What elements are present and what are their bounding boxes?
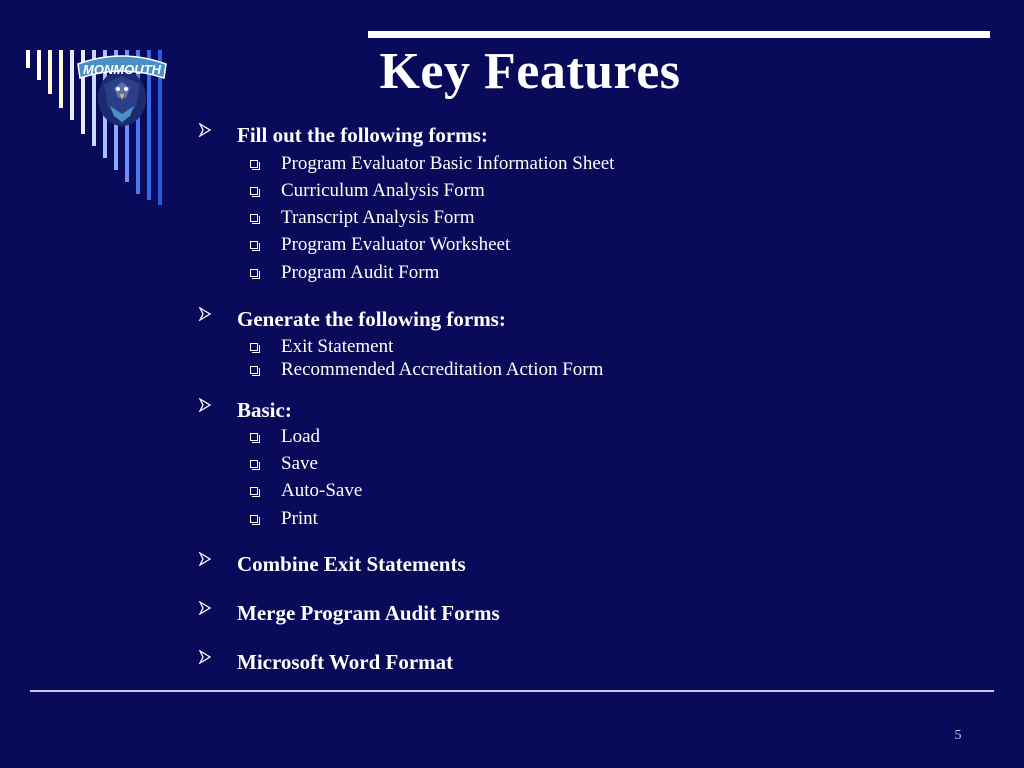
sub-item-label: Auto-Save [281,480,363,501]
square-bullet-icon [250,241,258,249]
arrow-bullet-icon [198,123,212,137]
page-number: 5 [954,728,962,743]
square-bullet-icon [250,366,258,374]
sub-item-label: Load [281,426,321,447]
sub-item-label: Program Evaluator Basic Information Sheet [281,153,615,174]
slide-title: Key Features [379,43,681,100]
footer-rule [30,690,994,692]
sub-item-label: Recommended Accreditation Action Form [281,359,604,380]
square-bullet-icon [250,487,258,495]
sub-item-label: Transcript Analysis Form [281,207,475,228]
arrow-bullet-icon [198,601,212,615]
square-bullet-icon [250,460,258,468]
sub-item-label: Program Evaluator Worksheet [281,234,511,255]
square-bullet-icon [250,269,258,277]
svg-text:MONMOUTH: MONMOUTH [83,62,161,77]
bullet-label: Basic: [237,398,292,422]
square-bullet-icon [250,515,258,523]
arrow-bullet-icon [198,307,212,321]
bullet-label: Merge Program Audit Forms [237,601,500,625]
square-bullet-icon [250,160,258,168]
bullet-label: Generate the following forms: [237,307,506,331]
square-bullet-icon [250,343,258,351]
square-bullet-icon [250,433,258,441]
bullet-label: Microsoft Word Format [237,650,454,674]
square-bullet-icon [250,187,258,195]
arrow-bullet-icon [198,552,212,566]
sub-item-label: Exit Statement [281,336,394,357]
square-bullet-icon [250,214,258,222]
sub-item-label: Curriculum Analysis Form [281,180,485,201]
title-top-rule [368,31,990,38]
sub-item-label: Save [281,453,318,474]
bullet-label: Combine Exit Statements [237,552,466,576]
sub-item-label: Program Audit Form [281,262,440,283]
bullet-label: Fill out the following forms: [237,123,488,147]
sub-item-label: Print [281,508,318,529]
arrow-bullet-icon [198,650,212,664]
arrow-bullet-icon [198,398,212,412]
